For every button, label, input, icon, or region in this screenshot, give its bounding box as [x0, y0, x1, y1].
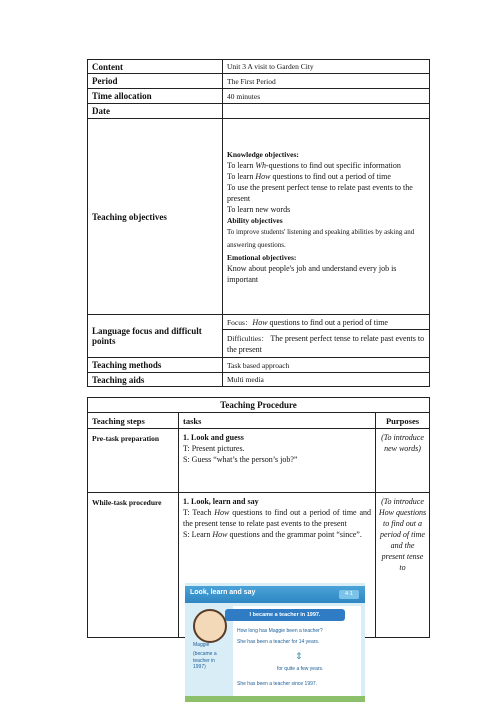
methods-row [88, 358, 430, 373]
ground-strip [185, 696, 365, 702]
textbook-page-tag: 4-1 [339, 590, 359, 599]
ability-heading: Ability objectives [227, 215, 283, 225]
focus-row [88, 315, 430, 330]
pre-task-step: Pre-task preparation [88, 429, 179, 493]
lesson-info-table [87, 59, 430, 387]
period-label: Period [88, 74, 223, 89]
difficulties-cell: Difficulties： The present perfect tense to relate past events to the present [223, 330, 430, 358]
objectives-label: Teaching objectives [88, 119, 223, 315]
content-value: Unit 3 A visit to Garden City [223, 60, 430, 74]
objectives-cell [223, 119, 430, 315]
col-purposes-header: Purposes [376, 413, 430, 429]
question-line: How long has Maggie been a teacher? [237, 628, 323, 634]
content-label: Content [88, 60, 223, 74]
pre-task-tasks: 1. Look and guess T: Present pictures. S: Guess “what’s the person’s job?” [179, 429, 376, 493]
procedure-title: Teaching Procedure [88, 398, 430, 413]
time-value: 40 minutes [223, 89, 430, 104]
period-value: The First Period [223, 74, 430, 89]
time-row [88, 89, 430, 104]
answer-line-1: She has been a teacher for 14 years. [237, 639, 320, 645]
teacher-name: Maggie [193, 642, 210, 648]
period-row [88, 74, 430, 89]
answer-line-3: She has been a teacher since 1997. [237, 681, 318, 687]
aids-value: Multi media [223, 373, 430, 387]
while-task-tasks: 1. Look, learn and say T: Teach How questions to find out a period of time and the present tense to relate past events to the present S: Learn How questions and the grammar point “since”. [179, 493, 376, 638]
answer-line-2: for quite a few years. [277, 666, 324, 672]
focus-cell: Focus：How questions to find out a period of time [223, 315, 430, 330]
knowledge-item-1: To learn Wh-questions to find out specific information [227, 160, 401, 170]
procedure-title-row [88, 398, 430, 413]
teacher-avatar [193, 609, 227, 643]
textbook-header: Look, learn and say [190, 589, 256, 596]
date-row [88, 104, 430, 119]
pre-task-row [88, 429, 430, 493]
textbook-header-bar [185, 586, 365, 603]
date-label: Date [88, 104, 223, 119]
content-row [88, 60, 430, 74]
knowledge-item-2: To learn How questions to find out a period of time [227, 171, 391, 181]
emotional-heading: Emotional objectives: [227, 252, 297, 262]
swap-arrow-icon: ⇕ [295, 652, 303, 662]
methods-label: Teaching methods [88, 358, 223, 373]
aids-label: Teaching aids [88, 373, 223, 387]
col-steps-header: Teaching steps [88, 413, 179, 429]
emotional-text: Know about people's job and understand every job is important [227, 263, 397, 284]
aids-row [88, 373, 430, 387]
knowledge-item-3: To use the present perfect tense to relate past events to the present [227, 182, 413, 203]
time-label: Time allocation [88, 89, 223, 104]
ability-text: To improve students' listening and speaking abilities by asking and answering questions. [227, 227, 415, 249]
focus-label: Language focus and difficult points [88, 315, 223, 358]
date-value [223, 104, 430, 119]
speech-bubble: I became a teacher in 1997. [225, 609, 345, 621]
textbook-image [185, 583, 365, 702]
methods-value: Task based approach [223, 358, 430, 373]
while-task-purpose: (To introduce How questions to find out a period of time and the present tense to [376, 493, 430, 638]
while-task-step: While-task procedure [88, 493, 179, 638]
pre-task-purpose: (To introduce new words) [376, 429, 430, 493]
procedure-header-row [88, 413, 430, 429]
teacher-note: (became a teacher in 1997) [193, 651, 217, 670]
knowledge-heading: Knowledge objectives: [227, 149, 299, 159]
col-tasks-header: tasks [179, 413, 376, 429]
knowledge-item-4: To learn new words [227, 204, 291, 214]
objectives-row [88, 119, 430, 315]
